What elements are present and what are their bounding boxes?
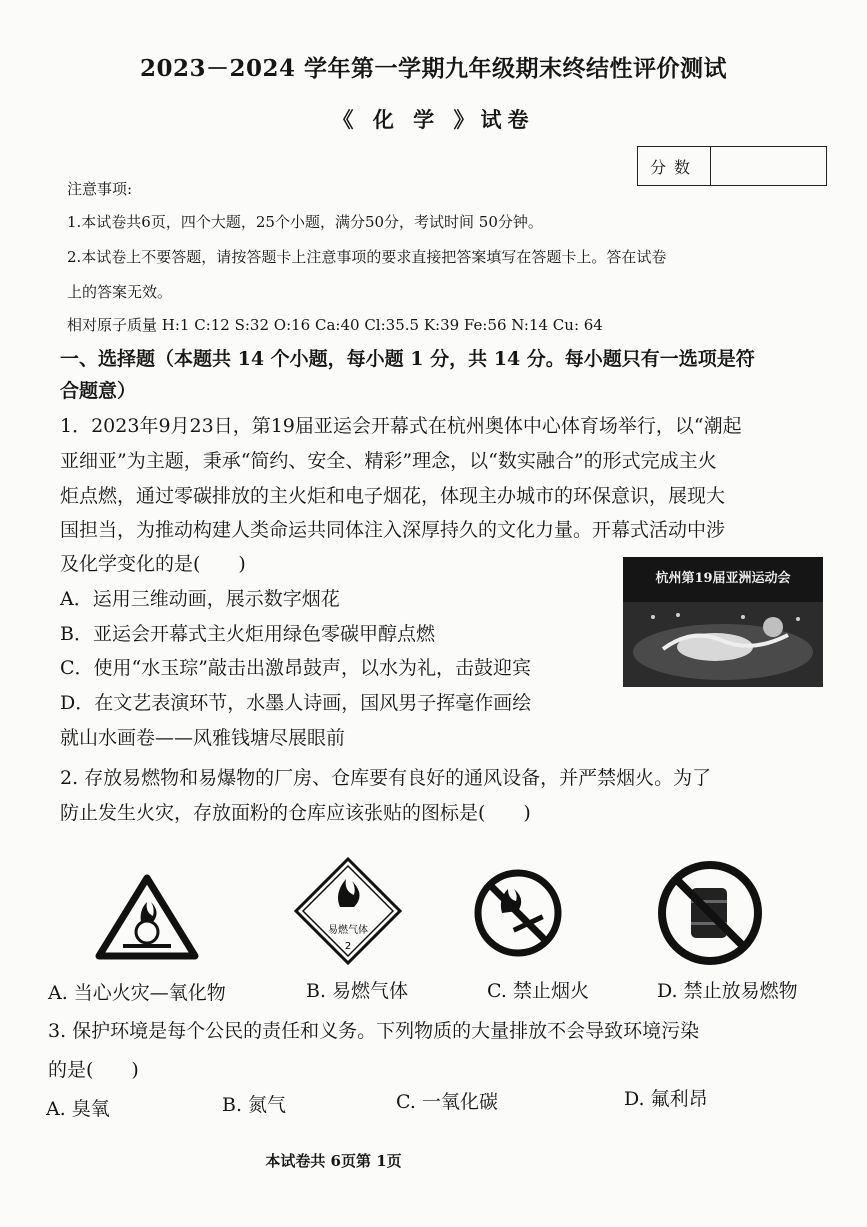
- no-flammables-icon: [655, 858, 765, 968]
- section-1-heading-cont: 合题意）: [60, 380, 137, 402]
- section-1-heading: 一、选择题（本题共 14 个小题，每小题 1 分，共 14 分。每小题只有一选项是符: [60, 348, 755, 370]
- notes-line-2b: 上的答案无效。: [67, 283, 173, 301]
- q2-option-b: B. 易燃气体: [306, 980, 409, 1002]
- fire-oxidizer-warning-icon: [95, 872, 200, 962]
- notes-line-1: 1.本试卷共6页，四个大题，25个小题，满分50分，考试时间 50分钟。: [67, 213, 543, 231]
- q2-line-1: 2. 存放易燃物和易爆物的厂房、仓库要有良好的通风设备，并严禁烟火。为了: [60, 767, 712, 789]
- exam-title: 2023－2024 学年第一学期九年级期末终结性评价测试: [139, 55, 728, 82]
- photo-caption: 杭州第19届亚洲运动会: [655, 571, 791, 586]
- q1-line-2: 亚细亚”为主题，秉承“简约、安全、精彩”理念，以“数实融合”的形式完成主火: [60, 450, 717, 472]
- score-label: 分数: [638, 147, 711, 185]
- q3-option-c: C. 一氧化碳: [396, 1091, 498, 1113]
- q1-line-1: 1．2023年9月23日，第19届亚运会开幕式在杭州奥体中心体育场举行，以“潮起: [60, 415, 742, 437]
- score-box: [637, 146, 827, 186]
- q1-option-b: B．亚运会开幕式主火炬用绿色零碳甲醇点燃: [60, 623, 435, 645]
- q1-option-d: D．在文艺表演环节，水墨人诗画，国风男子挥毫作画绘: [60, 692, 532, 714]
- q1-line-5: 及化学变化的是( ): [60, 553, 246, 575]
- no-fire-icon: [472, 867, 564, 959]
- notes-heading: 注意事项:: [67, 180, 133, 198]
- q1-option-d-cont: 就山水画卷——风雅钱塘尽展眼前: [60, 727, 346, 749]
- q2-option-a: A. 当心火灾—氧化物: [48, 982, 226, 1004]
- q2-option-d: D. 禁止放易燃物: [657, 980, 798, 1002]
- score-value-cell: [711, 147, 826, 185]
- flammable-gas-sign-text: 易燃气体: [328, 925, 368, 936]
- q3-option-a: A. 臭氧: [46, 1098, 110, 1120]
- q2-option-c: C. 禁止烟火: [487, 980, 589, 1002]
- q1-option-a: A．运用三维动画，展示数字烟花: [60, 588, 340, 610]
- atomic-masses: 相对原子质量 H:1 C:12 S:32 O:16 Ca:40 Cl:35.5 K:39 Fe:56 N:14 Cu: 64: [67, 316, 603, 334]
- q1-option-c: C．使用“水玉琮”敲击出激昂鼓声，以水为礼，击鼓迎宾: [60, 657, 531, 679]
- page-footer: 本试卷共 6页第 1页: [265, 1152, 402, 1170]
- q2-line-2: 防止发生火灾，存放面粉的仓库应该张贴的图标是( ): [60, 802, 531, 824]
- q3-option-b: B. 氮气: [222, 1094, 287, 1116]
- notes-line-2a: 2.本试卷上不要答题，请按答题卡上注意事项的要求直接把答案填写在答题卡上。答在试卷: [67, 248, 667, 266]
- asian-games-photo: [623, 557, 823, 687]
- q3-line-2: 的是( ): [48, 1059, 139, 1081]
- q3-line-1: 3. 保护环境是每个公民的责任和义务。下列物质的大量排放不会导致环境污染: [48, 1020, 700, 1042]
- flammable-gas-sign-number: 2: [344, 941, 352, 952]
- q1-line-3: 炬点燃，通过零碳排放的主火炬和电子烟花，体现主办城市的环保意识，展现大: [60, 485, 726, 507]
- q3-option-d: D. 氟利昂: [624, 1088, 708, 1110]
- flammable-gas-icon: [292, 855, 404, 967]
- exam-subtitle: 《 化 学 》试卷: [332, 107, 535, 132]
- q1-line-4: 国担当，为推动构建人类命运共同体注入深厚持久的文化力量。开幕式活动中涉: [60, 519, 726, 541]
